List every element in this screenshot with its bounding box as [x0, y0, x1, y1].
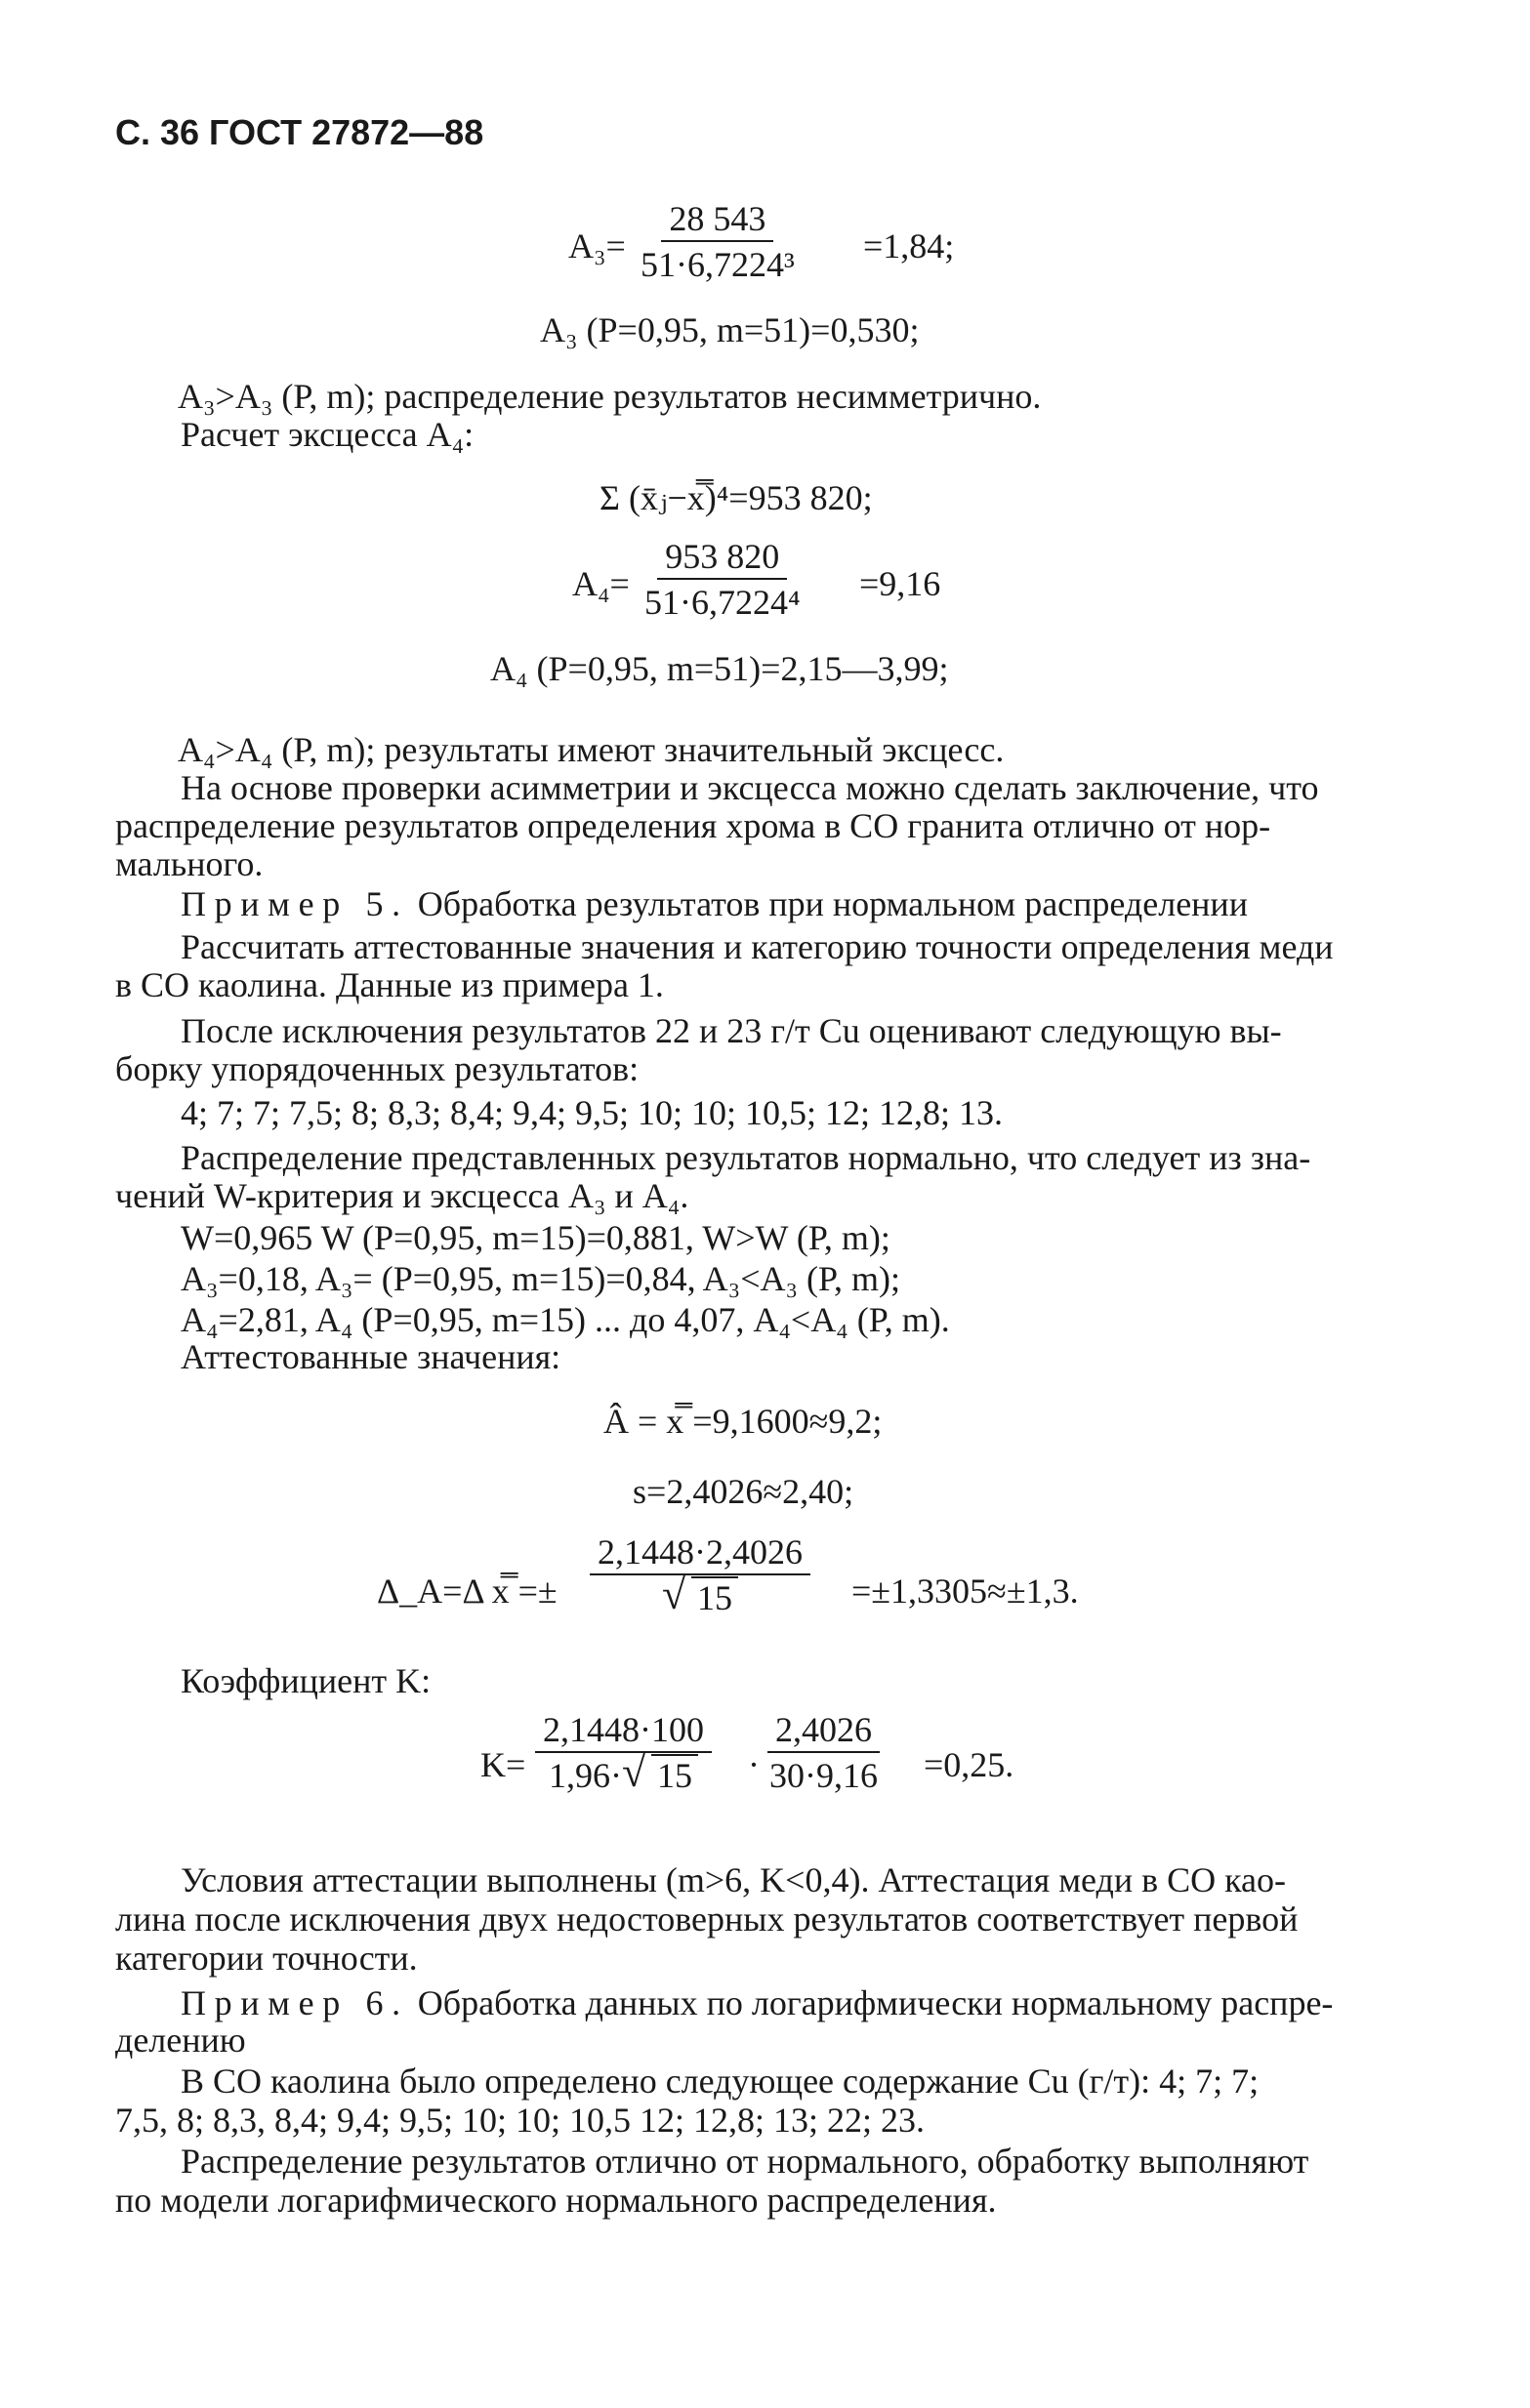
a3-table-value: A₃ (P=0,95, m=51)=0,530;: [540, 310, 920, 349]
a4-numerator: 953 820: [657, 537, 787, 580]
a4-conclusion: A₄>A₄ (P, m); результаты имеют значительный эксцесс.: [178, 730, 1005, 769]
para3-line1: После исключения результатов 22 и 23 г/т Cu оценивают следующую вы-: [181, 1011, 1282, 1050]
delta-denominator: 15: [691, 1576, 738, 1617]
sqrt-sign-icon: √: [622, 1748, 646, 1796]
para5-line2: лина после исключения двух недостоверных результатов соответствует первой: [115, 1899, 1299, 1939]
a4-sum: Σ (x̄ⱼ−x̿)⁴=953 820;: [600, 478, 873, 517]
example6-label: Пример 6.: [181, 1983, 409, 2022]
k-numerator-2: 2,4026: [767, 1710, 880, 1753]
a3-lhs: A₃=: [568, 226, 626, 265]
k-denominator-1b: 15: [651, 1754, 698, 1795]
sqrt-15-k: [622, 1748, 698, 1796]
para7-line2: по модели логарифмического нормального распределения.: [115, 2181, 997, 2220]
para3-line2: борку упорядоченных результатов:: [115, 1049, 640, 1088]
k-denominator-1a: 1,96·: [549, 1756, 622, 1795]
criterion-a3: A₃=0,18, A₃= (P=0,95, m=15)=0,84, A₃<A₃ (P, m);: [181, 1259, 901, 1298]
delta-lhs: Δ_A=Δ x̿ =±: [377, 1571, 558, 1611]
para6-line2: 7,5, 8; 8,3, 8,4; 9,4; 9,5; 10; 10; 10,5 12; 12,8; 13; 22; 23.: [115, 2101, 926, 2140]
attested-heading: Аттестованные значения:: [181, 1337, 561, 1376]
para5-line3: категории точности.: [115, 1939, 418, 1978]
k-heading: Коэффициент K:: [181, 1661, 432, 1700]
s-formula: s=2,4026≈2,40;: [633, 1472, 854, 1511]
para7-line1: Распределение результатов отлично от нормального, обработку выполняют: [181, 2142, 1309, 2181]
example6-heading: [181, 1983, 1333, 2022]
para1-line1: На основе проверки асимметрии и эксцесса можно сделать заключение, что: [181, 768, 1319, 807]
para2-line2: в СО каолина. Данные из примера 1.: [115, 965, 664, 1004]
criterion-w: W=0,965 W (P=0,95, m=15)=0,881, W>W (P, m);: [181, 1218, 890, 1257]
a4-denominator: 51·6,7224⁴: [644, 583, 801, 622]
para3-values: 4; 7; 7; 7,5; 8; 8,3; 8,4; 9,4; 9,5; 10; 10; 10,5; 12; 12,8; 13.: [181, 1093, 1004, 1132]
delta-fraction: [590, 1532, 810, 1618]
para4-line2: чений W-критерия и эксцесса A₃ и A₄.: [115, 1176, 689, 1215]
a4-table-value: A₄ (P=0,95, m=51)=2,15—3,99;: [490, 649, 949, 688]
example6-title: Обработка данных по логарифмически нормальному распре-: [417, 1983, 1334, 2022]
para4-line1: Распределение представленных результатов нормально, что следует из зна-: [181, 1138, 1311, 1177]
para1-line3: мального.: [115, 844, 264, 883]
a4-rhs: =9,16: [859, 564, 941, 603]
k-fraction-2: [762, 1710, 886, 1796]
k-dot: ·: [748, 1745, 760, 1784]
k-numerator-1: 2,1448·100: [535, 1710, 712, 1753]
a3-fraction: [633, 199, 803, 285]
para6-line1: В СО каолина было определено следующее содержание Cu (г/т): 4; 7; 7;: [181, 2061, 1260, 2101]
k-lhs: K=: [480, 1745, 526, 1784]
k-fraction-1: [535, 1710, 712, 1796]
a-hat-formula: Â = x̿ =9,1600≈9,2;: [603, 1402, 883, 1441]
para5-line1: Условия аттестации выполнены (m>6, K<0,4). Аттестация меди в СО као-: [181, 1860, 1287, 1899]
a4-heading: Расчет эксцесса A₄:: [181, 415, 475, 454]
delta-numerator: 2,1448·2,4026: [590, 1532, 810, 1575]
sqrt-15: [662, 1571, 738, 1618]
para1-line2: распределение результатов определения хрома в СО гранита отлично от нор-: [115, 806, 1271, 845]
criterion-a4: A₄=2,81, A₄ (P=0,95, m=15) ... до 4,07, A₄<A₄ (P, m).: [181, 1300, 950, 1339]
example5-title: Обработка результатов при нормальном распределении: [417, 884, 1248, 923]
k-denominator-2: 30·9,16: [769, 1756, 878, 1795]
page-header: С. 36 ГОСТ 27872—88: [115, 112, 484, 152]
a3-rhs: =1,84;: [863, 226, 955, 265]
example5-heading: [181, 884, 1248, 923]
example5-label: Пример 5.: [181, 884, 409, 923]
sqrt-sign-icon: √: [662, 1571, 686, 1618]
k-rhs: =0,25.: [924, 1745, 1014, 1784]
a3-denominator: 51·6,7224³: [641, 245, 795, 284]
a4-lhs: A₄=: [572, 564, 630, 603]
para2-line1: Рассчитать аттестованные значения и категорию точности определения меди: [181, 927, 1334, 966]
a3-numerator: 28 543: [661, 199, 773, 242]
a4-fraction: [637, 537, 808, 623]
example6-title-line2: делению: [115, 2020, 246, 2060]
delta-rhs: =±1,3305≈±1,3.: [851, 1571, 1079, 1611]
a3-conclusion: A₃>A₃ (P, m); распределение результатов несимметрично.: [178, 377, 1042, 416]
